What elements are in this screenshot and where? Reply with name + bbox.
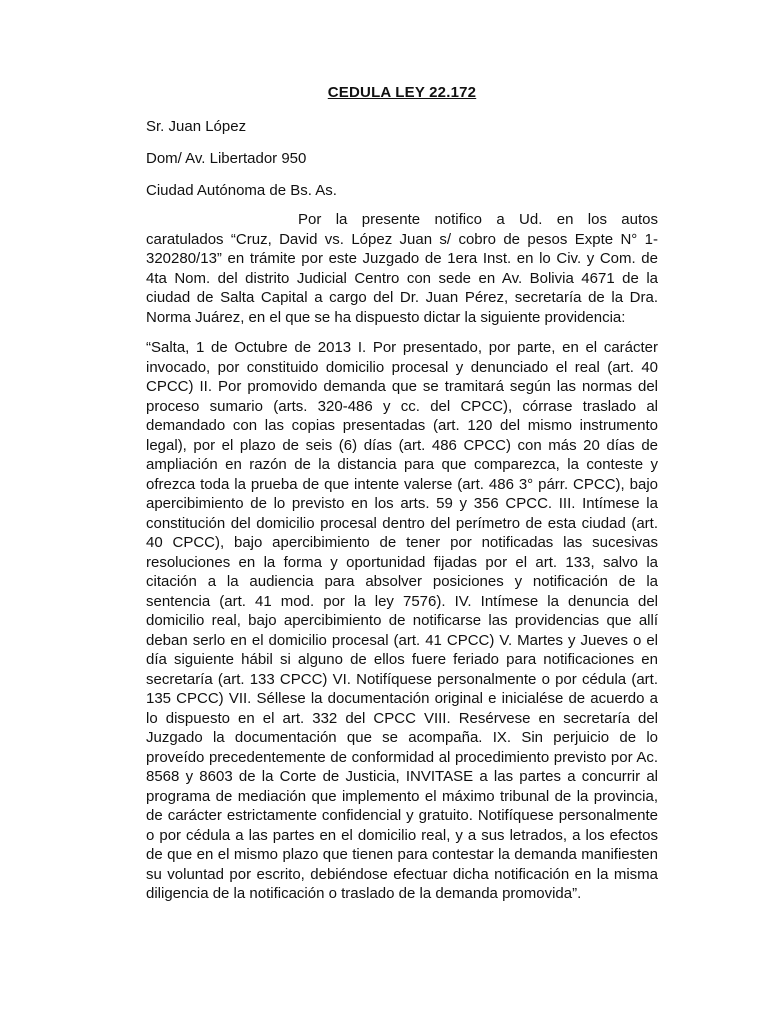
addressee-domicile: Dom/ Av. Libertador 950 <box>146 150 307 167</box>
intro-paragraph: Por la presente notifico a Ud. en los autos caratulados “Cruz, David vs. López Juan s/ cobro de pesos Expte N° 1-320280/13” en trámite por este Juzgado de 1era Inst. en lo Civ. y Com. de 4ta Nom. del distrito Judicial Centro con sede en Av. Bolivia 4671 de la ciudad de Salta Capital a cargo del Dr. Juan Pérez, secretaría de la Dra. Norma Juárez, en el que se ha dispuesto dictar la siguiente providencia: <box>146 211 658 326</box>
providencia-paragraph: “Salta, 1 de Octubre de 2013 I. Por presentado, por parte, en el carácter invocado, por constituido domicilio procesal y denunciado el real (art. 40 CPCC) II. Por promovido demanda que se tramitará según las normas del proceso sumario (arts. 320-486 y cc. del CPCC), córrase traslado al demandado con las copias presentadas (art. 120 del mismo instrumento legal), por el plazo de seis (6) días (art. 486 CPCC) con más 20 días de ampliación en razón de la distancia para que comparezca, la conteste y ofrezca toda la prueba de que intente valerse (art. 486 3° párr. CPCC), bajo apercibimiento de lo previsto en los arts. 59 y 356 CPCC. III. Intímese la constitución del domicilio procesal dentro del perímetro de esta ciudad (art. 40 CPCC), bajo apercibimiento de tener por notificadas las sucesivas resoluciones en la forma y oportunidad fijadas por el art. 133, salvo la citación a la audiencia para absolver posiciones y notificación de la sentencia (art. 41 mod. por la ley 7576). IV. Intímese la denuncia del domicilio real, bajo apercibimiento de notificarse las providencias que allí deban serlo en el domicilio procesal (art. 41 CPCC) V. Martes y Jueves o el día siguiente hábil si alguno de ellos fuere feriado para notificaciones en secretaría (art. 133 CPCC) VI. Notifíquese personalmente o por cédula (art. 135 CPCC) VII. Séllese la documentación original e inicialése de acuerdo a lo dispuesto en el art. 332 del CPCC VIII. Resérvese en secretaría del Juzgado la documentación que se acompaña. IX. Sin perjuicio de lo proveído precedentemente de conformidad al procedimiento previsto por Ac. 8568 y 8603 de la Corte de Justicia, INVITASE a las partes a concurrir al programa de mediación que implemento el máximo tribunal de la provincia, de carácter estrictamente confidencial y gratuito. Notifíquese personalmente o por cédula a las partes en el domicilio real, y a sus letrados, a los efectos de que en el mismo plazo que tienen para contestar la demanda manifiesten su voluntad por escrito, debiéndose efectuar dicha notificación en la misma diligencia de la notificación o traslado de la demanda promovida”. <box>146 339 658 902</box>
addressee-city: Ciudad Autónoma de Bs. As. <box>146 182 337 199</box>
document-title: CEDULA LEY 22.172 <box>327 84 477 101</box>
intro-paragraph-block <box>146 210 658 327</box>
addressee-name: Sr. Juan López <box>146 118 247 135</box>
